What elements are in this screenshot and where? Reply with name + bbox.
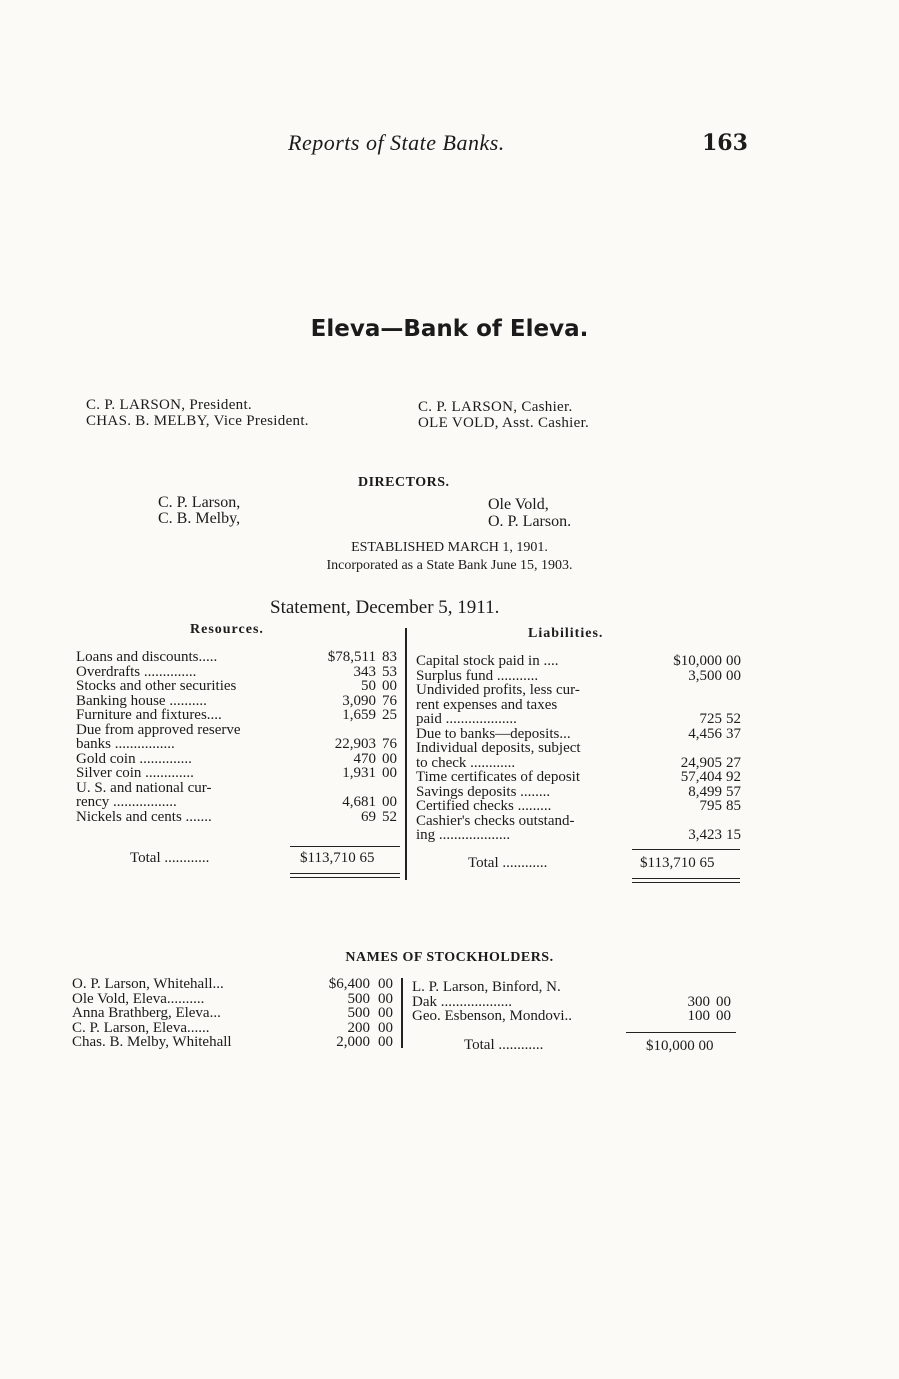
resource-row	[76, 737, 406, 751]
resource-row	[76, 781, 406, 795]
liability-row	[416, 741, 746, 755]
resource-dollars: 1,931	[342, 765, 376, 781]
liability-label: Surplus fund ...........	[416, 667, 539, 684]
liability-label: Undivided profits, less cur-	[416, 682, 580, 698]
liability-row	[416, 712, 746, 726]
liability-label: paid ...................	[416, 711, 517, 727]
liability-row	[416, 727, 746, 741]
liability-row	[416, 669, 746, 683]
resource-dollars: 69	[361, 808, 376, 825]
resources-total-label: Total ............	[130, 850, 210, 866]
stockholder-left-dollars: 500	[347, 1005, 370, 1021]
liabilities-double-rule-1	[632, 878, 740, 879]
page-number: 163	[702, 130, 748, 156]
liability-label: Individual deposits, subject	[416, 740, 581, 756]
resource-label: banks ................	[76, 736, 175, 752]
stockholder-left-cents: 00	[378, 990, 393, 1007]
liability-row	[416, 770, 746, 784]
stockholder-right-row	[412, 995, 742, 1009]
resource-cents: 25	[382, 707, 397, 723]
resources-total-rule	[290, 846, 400, 847]
statement-title: Statement, December 5, 1911.	[270, 597, 500, 618]
liabilities-total-label: Total ............	[468, 855, 548, 871]
liability-dollars: 24,905	[680, 754, 722, 771]
stockholder-left-label: Ole Vold, Eleva..........	[72, 990, 205, 1007]
liability-dollars: 795	[699, 798, 722, 814]
liability-cents: 85	[726, 798, 741, 814]
liability-label: Savings deposits ........	[416, 783, 551, 800]
resource-label: Due from approved reserve	[76, 721, 241, 738]
resources-total-value: $113,710 65	[300, 850, 375, 866]
resource-cents: 52	[382, 808, 397, 825]
officer-president: C. P. LARSON, President.	[86, 397, 252, 413]
stockholder-left-dollars: 200	[347, 1019, 370, 1036]
officer-asst-cashier: OLE VOLD, Asst. Cashier.	[418, 415, 590, 431]
liability-label: Capital stock paid in ....	[416, 653, 559, 669]
resource-row	[76, 694, 406, 708]
officer-cashier: C. P. LARSON, Cashier.	[418, 399, 573, 415]
resource-label: rency .................	[76, 794, 177, 810]
liability-label: to check ............	[416, 754, 516, 771]
stockholders-total-label: Total ............	[464, 1037, 544, 1053]
liabilities-total-value: $113,710 65	[640, 855, 715, 871]
resource-row	[76, 766, 406, 780]
resource-cents: 00	[382, 750, 397, 767]
resource-row	[76, 708, 406, 722]
liability-row	[416, 683, 746, 697]
resource-dollars: 343	[353, 663, 376, 680]
stockholder-left-label: O. P. Larson, Whitehall...	[72, 976, 224, 992]
stockholders-heading: NAMES OF STOCKHOLDERS.	[345, 950, 554, 965]
liability-row	[416, 756, 746, 770]
stockholder-left-cents: 00	[378, 1005, 393, 1021]
stockholder-left-row	[72, 1006, 402, 1020]
liabilities-double-rule-2	[632, 882, 740, 883]
resource-dollars: $78,511	[327, 649, 376, 665]
resources-double-rule-2	[290, 877, 400, 878]
stockholder-right-cents: 00	[716, 1008, 731, 1024]
resource-cents: 83	[382, 649, 397, 665]
liability-cents: 57	[726, 783, 741, 800]
resource-row	[76, 810, 406, 824]
liability-row	[416, 828, 746, 842]
liability-cents: 37	[726, 725, 741, 742]
liability-label: rent expenses and taxes	[416, 696, 558, 713]
resource-dollars: 22,903	[334, 736, 376, 752]
directors-heading: DIRECTORS.	[358, 475, 450, 490]
liability-label: Due to banks—deposits...	[416, 725, 571, 742]
liability-cents: 00	[726, 653, 741, 669]
running-title: Reports of State Banks.	[288, 130, 505, 155]
liability-row	[416, 785, 746, 799]
liabilities-total-rule	[632, 849, 740, 850]
stockholder-left-row	[72, 992, 402, 1006]
stockholder-right-label: L. P. Larson, Binford, N.	[412, 979, 561, 995]
liabilities-table	[416, 654, 746, 854]
director-left-1: C. P. Larson,	[158, 494, 241, 511]
stockholder-left-row	[72, 977, 402, 991]
resource-label: Gold coin ..............	[76, 750, 192, 767]
liability-dollars: 57,404	[680, 769, 722, 785]
resource-dollars: 50	[361, 678, 376, 694]
resource-label: Stocks and other securities	[76, 678, 237, 694]
stockholder-left-cents: 00	[378, 1034, 393, 1050]
liability-dollars: 3,423	[688, 827, 722, 843]
resource-row	[76, 795, 406, 809]
director-left-2: C. B. Melby,	[158, 510, 241, 527]
stockholder-left-dollars: 2,000	[336, 1034, 370, 1050]
liability-label: Cashier's checks outstand-	[416, 812, 575, 829]
resources-heading: Resources.	[190, 622, 264, 637]
liability-dollars: 8,499	[688, 783, 722, 800]
resource-cents: 00	[382, 678, 397, 694]
liability-dollars: 3,500	[688, 667, 722, 684]
liability-cents: 92	[726, 769, 741, 785]
resource-row	[76, 650, 406, 664]
stockholders-total-value: $10,000 00	[646, 1038, 714, 1054]
liability-cents: 00	[726, 667, 741, 684]
liability-cents: 15	[726, 827, 741, 843]
stockholder-left-dollars: 500	[347, 990, 370, 1007]
resources-table	[76, 650, 406, 830]
stockholders-left-table	[72, 977, 402, 1057]
resource-dollars: 4,681	[342, 794, 376, 810]
liability-label: Certified checks .........	[416, 798, 552, 814]
stockholders-total-rule	[626, 1032, 736, 1033]
resource-label: Silver coin .............	[76, 765, 194, 781]
resource-label: Furniture and fixtures....	[76, 707, 222, 723]
liabilities-heading: Liabilities.	[528, 626, 604, 641]
resources-double-rule-1	[290, 873, 400, 874]
resource-label: U. S. and national cur-	[76, 779, 212, 796]
resource-dollars: 3,090	[342, 692, 376, 709]
stockholder-right-dollars: 100	[687, 1008, 710, 1024]
stockholder-right-row	[412, 980, 742, 994]
running-header	[0, 128, 899, 168]
stockholder-right-cents: 00	[716, 993, 731, 1010]
liability-cents: 52	[726, 711, 741, 727]
liability-cents: 27	[726, 754, 741, 771]
resource-dollars: 470	[353, 750, 376, 767]
stockholders-right-table	[412, 980, 742, 1040]
liability-label: ing ...................	[416, 827, 511, 843]
stockholder-left-row	[72, 1035, 402, 1049]
stockholder-left-dollars: $6,400	[328, 976, 370, 992]
liability-dollars: 725	[699, 711, 722, 727]
resource-dollars: 1,659	[342, 707, 376, 723]
liability-label: Time certificates of deposit	[416, 769, 580, 785]
stockholder-left-label: C. P. Larson, Eleva......	[72, 1019, 210, 1036]
resource-label: Banking house ..........	[76, 692, 207, 709]
resource-label: Overdrafts ..............	[76, 663, 197, 680]
resource-cents: 76	[382, 692, 397, 709]
incorporated-line: Incorporated as a State Bank June 15, 1903.	[326, 558, 573, 573]
bank-title: Eleva—Bank of Eleva.	[310, 316, 589, 342]
resource-row	[76, 665, 406, 679]
officer-vice-president: CHAS. B. MELBY, Vice President.	[86, 413, 309, 429]
stockholder-right-dollars: 300	[687, 993, 710, 1010]
resource-row	[76, 679, 406, 693]
resource-cents: 76	[382, 736, 397, 752]
liability-row	[416, 799, 746, 813]
stockholder-left-label: Anna Brathberg, Eleva...	[72, 1005, 221, 1021]
resource-cents: 53	[382, 663, 397, 680]
resource-cents: 00	[382, 794, 397, 810]
liability-row	[416, 698, 746, 712]
stockholder-left-row	[72, 1021, 402, 1035]
liability-dollars: $10,000	[673, 653, 722, 669]
resource-label: Loans and discounts.....	[76, 649, 218, 665]
liability-row	[416, 654, 746, 668]
director-right-1: Ole Vold,	[488, 496, 549, 513]
resource-cents: 00	[382, 765, 397, 781]
stockholder-left-label: Chas. B. Melby, Whitehall	[72, 1034, 232, 1050]
resource-label: Nickels and cents .......	[76, 808, 212, 825]
stockholder-right-row	[412, 1009, 742, 1023]
established-line: ESTABLISHED MARCH 1, 1901.	[351, 540, 548, 555]
liability-dollars: 4,456	[688, 725, 722, 742]
stockholder-left-cents: 00	[378, 1019, 393, 1036]
resource-row	[76, 752, 406, 766]
stockholder-right-label: Dak ...................	[412, 993, 512, 1010]
liability-row	[416, 814, 746, 828]
resource-row	[76, 723, 406, 737]
director-right-2: O. P. Larson.	[488, 513, 572, 530]
stockholder-left-cents: 00	[378, 976, 393, 992]
stockholder-right-label: Geo. Esbenson, Mondovi..	[412, 1008, 572, 1024]
